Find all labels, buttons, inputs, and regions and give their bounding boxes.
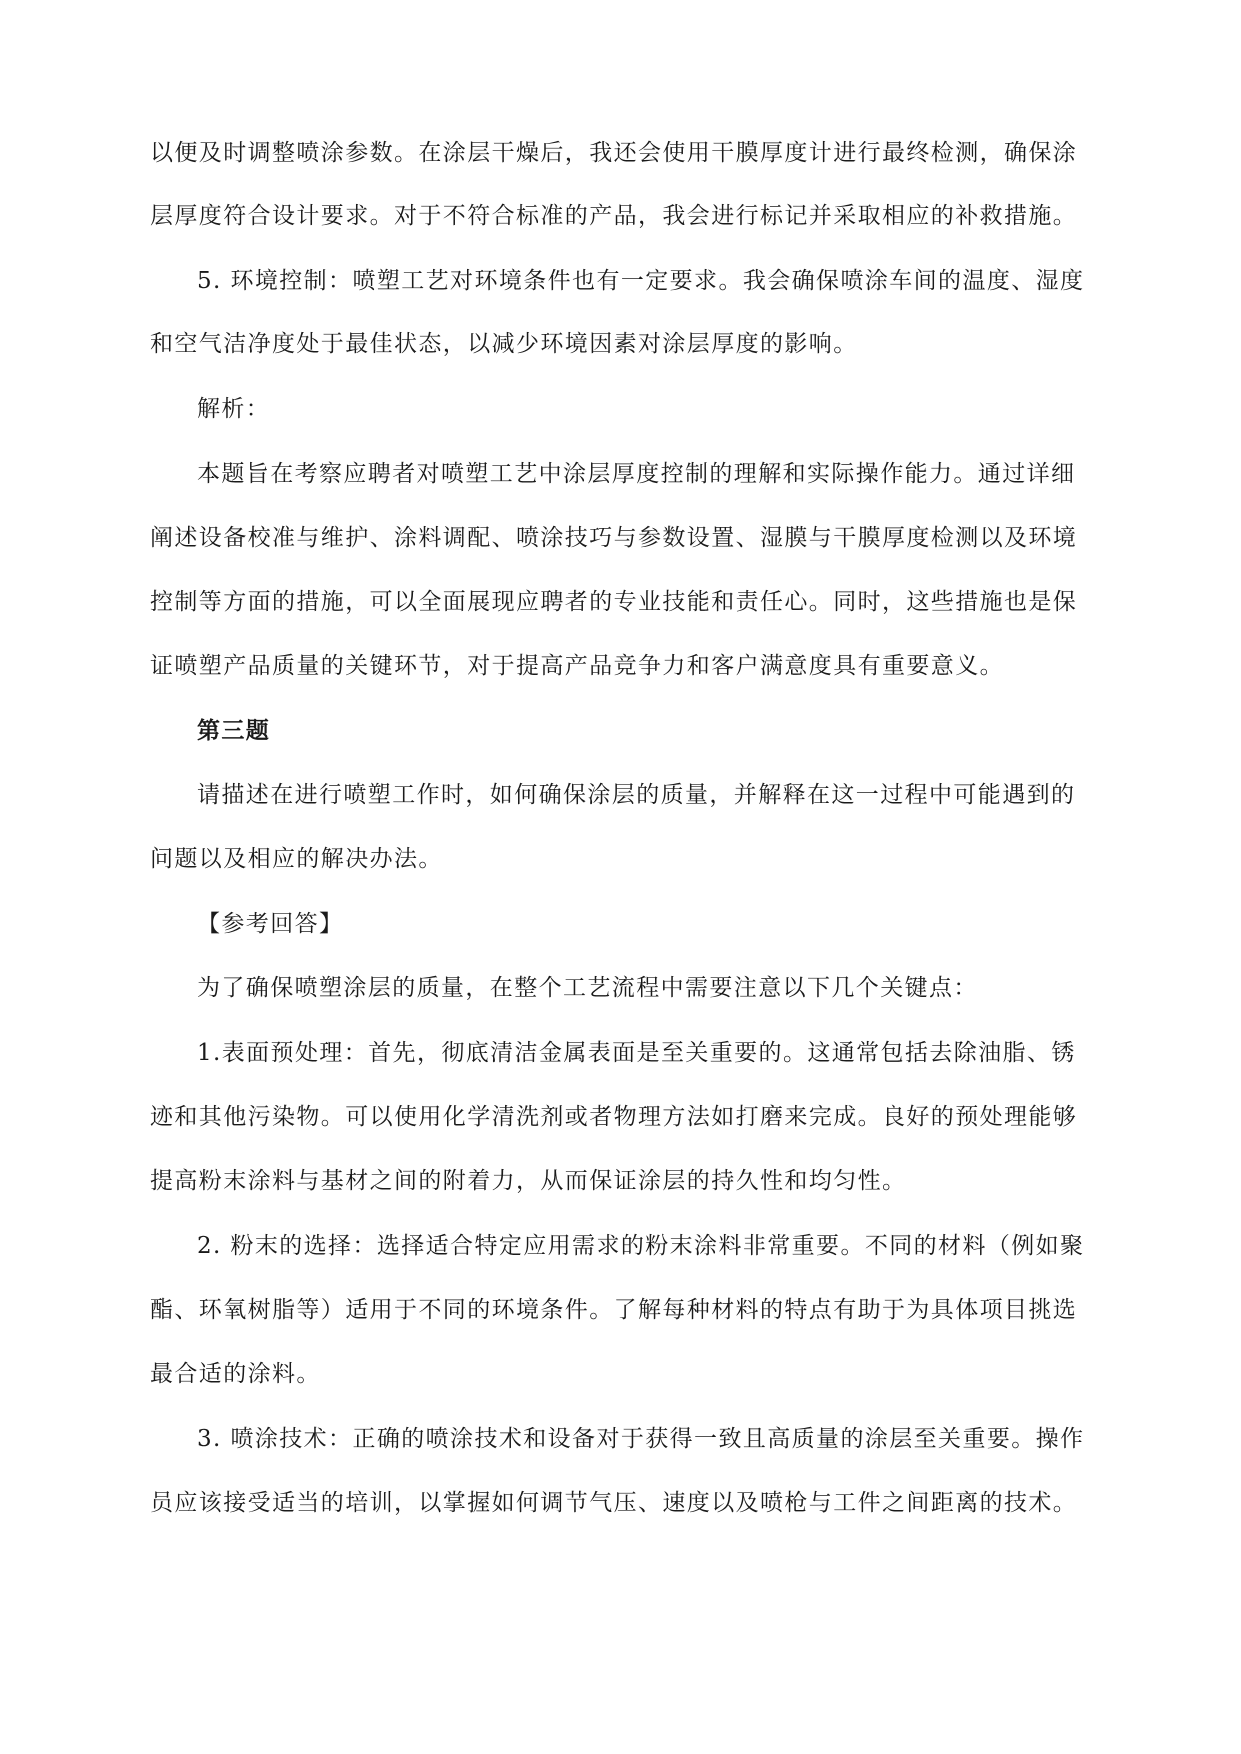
paragraph-line: 迹和其他污染物。可以使用化学清洗剂或者物理方法如打磨来完成。良好的预处理能够	[150, 1104, 1078, 1130]
paragraph-line: 本题旨在考察应聘者对喷塑工艺中涂层厚度控制的理解和实际操作能力。通过详细	[197, 461, 1076, 487]
section-label: 【参考回答】	[197, 911, 344, 937]
paragraph-line: 最合适的涂料。	[150, 1361, 321, 1387]
paragraph-line: 和空气洁净度处于最佳状态，以减少环境因素对涂层厚度的影响。	[150, 331, 858, 357]
paragraph-line: 请描述在进行喷塑工作时，如何确保涂层的质量，并解释在这一过程中可能遇到的	[197, 782, 1076, 808]
paragraph-line: 问题以及相应的解决办法。	[150, 846, 443, 872]
paragraph-line: 3. 喷涂技术：正确的喷涂技术和设备对于获得一致且高质量的涂层至关重要。操作	[197, 1426, 1085, 1452]
paragraph-line: 酯、环氧树脂等）适用于不同的环境条件。了解每种材料的特点有助于为具体项目挑选	[150, 1297, 1078, 1323]
paragraph-line: 提高粉末涂料与基材之间的附着力，从而保证涂层的持久性和均匀性。	[150, 1168, 907, 1194]
paragraph-line: 员应该接受适当的培训，以掌握如何调节气压、速度以及喷枪与工件之间距离的技术。	[150, 1490, 1078, 1516]
paragraph-line: 阐述设备校准与维护、涂料调配、喷涂技巧与参数设置、湿膜与干膜厚度检测以及环境	[150, 525, 1078, 551]
section-label: 解析：	[197, 396, 271, 422]
paragraph-line: 证喷塑产品质量的关键环节，对于提高产品竞争力和客户满意度具有重要意义。	[150, 653, 1004, 679]
paragraph-line: 以便及时调整喷涂参数。在涂层干燥后，我还会使用干膜厚度计进行最终检测，确保涂	[150, 140, 1078, 166]
paragraph-line: 层厚度符合设计要求。对于不符合标准的产品，我会进行标记并采取相应的补救措施。	[150, 203, 1078, 229]
paragraph-line: 控制等方面的措施，可以全面展现应聘者的专业技能和责任心。同时，这些措施也是保	[150, 589, 1078, 615]
paragraph-line: 1.表面预处理：首先，彻底清洁金属表面是至关重要的。这通常包括去除油脂、锈	[197, 1040, 1076, 1066]
paragraph-line: 5. 环境控制：喷塑工艺对环境条件也有一定要求。我会确保喷涂车间的温度、湿度	[197, 268, 1085, 294]
paragraph-line: 2. 粉末的选择：选择适合特定应用需求的粉末涂料非常重要。不同的材料（例如聚	[197, 1233, 1085, 1259]
question-heading: 第三题	[197, 717, 271, 744]
paragraph-line: 为了确保喷塑涂层的质量，在整个工艺流程中需要注意以下几个关键点：	[197, 975, 978, 1001]
